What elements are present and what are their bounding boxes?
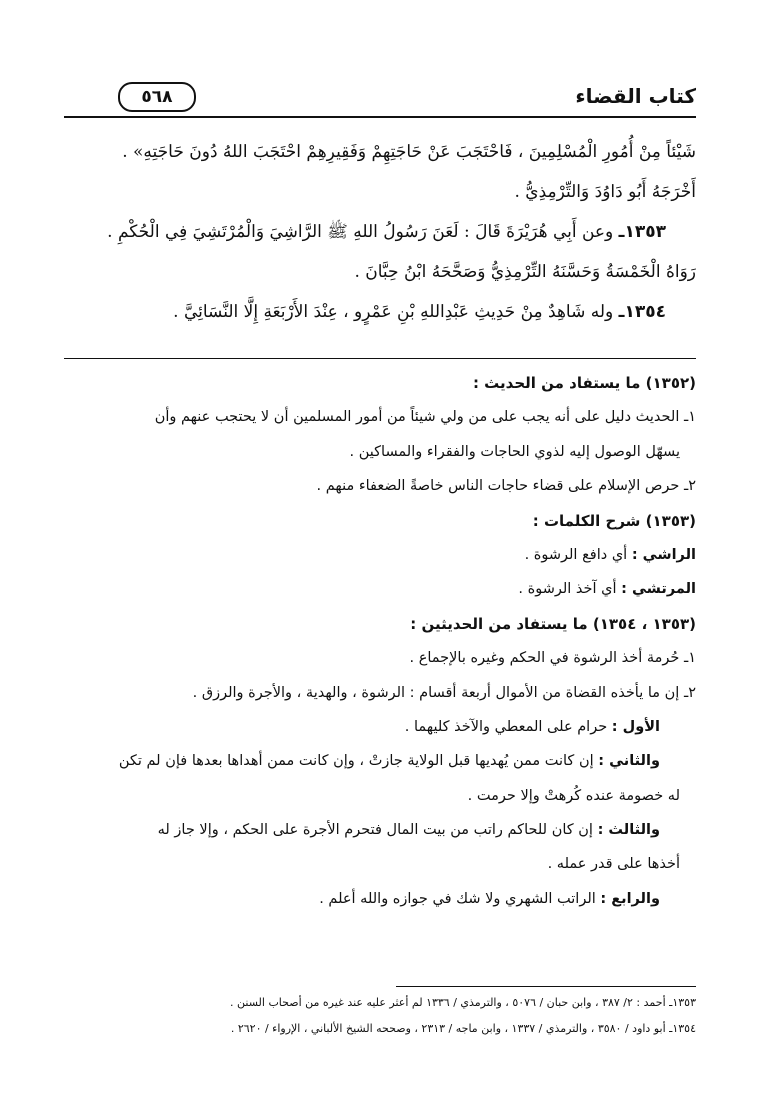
hadith-line — [64, 132, 696, 172]
hadith-line-text: شَيْئاً مِنْ أُمُورِ الْمُسْلِمِينَ ، فَاحْتَجَبَ عَنْ حَاجَتِهِمْ وَفَقِيرِهِمْ احْتَجَبَ اللهُ دُونَ حَاجَتِهِ» . — [122, 142, 696, 162]
page-header — [64, 82, 696, 114]
hadith-line — [64, 212, 696, 252]
hadith-line — [64, 292, 696, 332]
definition-line — [64, 572, 696, 606]
section-heading: (١٣٥٣) شرح الكلمات : — [532, 511, 696, 530]
sub-item-text: الراتب الشهري ولا شك في جوازه والله أعلم . — [319, 890, 601, 907]
footnotes — [64, 990, 696, 1042]
commentary-line: له خصومة عنده كُرهتْ وإلا حرمت . — [467, 787, 680, 804]
sub-item-line — [64, 744, 696, 778]
footnote-rule — [396, 986, 696, 987]
commentary-line: ٢ـ إن ما يأخذه القضاة من الأموال أربعة أقسام : الرشوة ، والهدية ، والأجرة والرزق . — [192, 684, 696, 701]
sub-item-text: إن كانت ممن يُهديها قبل الولاية جازتْ ، وإن كانت ممن أهداها بعدها فإن لم تكن — [118, 753, 599, 770]
footnote: ١٣٥٤ـ أبو داود / ٣٥٨٠ ، والترمذي / ١٣٣٧ ، وابن ماجه / ٢٣١٣ ، وصححه الشيخ الألباني ، الإرواء / ٢٦٢٠ . — [230, 1022, 696, 1035]
section-divider — [64, 358, 696, 359]
sub-item-label: والثاني : — [598, 753, 660, 770]
commentary-line: ١ـ حُرمة أخذ الرشوة في الحكم وغيره بالإجماع . — [409, 650, 696, 667]
definition-line — [64, 538, 696, 572]
sub-item-line — [64, 710, 696, 744]
hadith-number: ١٣٥٤ـ — [618, 302, 666, 322]
hadith-line-text: وعن أَبِي هُرَيْرَةَ قَالَ : لَعَنَ رَسُولُ اللهِ ﷺ الرَّاشِيَ وَالْمُرْتَشِيَ فِي الْحُكْمِ . — [107, 222, 614, 242]
definition-text: أي آخذ الرشوة . — [518, 581, 622, 598]
commentary-line: ٢ـ حرص الإسلام على قضاء حاجات الناس خاصةً الضعفاء منهم . — [316, 478, 696, 495]
header-rule — [64, 116, 696, 118]
footnote: ١٣٥٣ـ أحمد : ٢/ ٣٨٧ ، وابن حبان / ٥٠٧٦ ، والترمذي / ١٣٣٦ لم أعثر عليه عند غيره من أصحاب السنن . — [230, 996, 696, 1009]
hadith-text-block — [64, 132, 696, 332]
hadith-number: ١٣٥٣ـ — [618, 222, 666, 242]
sub-item-text: إن كان للحاكم راتب من بيت المال فتحرم الأجرة على الحكم ، وإلا جاز له — [157, 822, 598, 839]
section-heading: (١٣٥٢) ما يستفاد من الحديث : — [472, 374, 696, 392]
defined-term: الراشي : — [631, 546, 696, 563]
book-title: كتاب القضاء — [575, 84, 696, 108]
sub-item-line — [64, 882, 696, 916]
section-heading: (١٣٥٣ ، ١٣٥٤) ما يستفاد من الحديثين : — [410, 614, 696, 633]
commentary-line: ١ـ الحديث دليل على أنه يجب على من ولي شيئاً من أمور المسلمين أن لا يحتجب عنهم وأن — [154, 409, 696, 426]
hadith-line — [64, 172, 696, 212]
hadith-line-text: أَخْرَجَهُ أَبُو دَاوُدَ وَالتِّرْمِذِيُّ . — [514, 182, 696, 202]
hadith-line-text: وله شَاهِدٌ مِنْ حَدِيثِ عَبْدِاللهِ بْنِ عَمْرٍو ، عِنْدَ الأَرْبَعَةِ إِلَّا النَّسَائِيَّ . — [173, 302, 614, 322]
commentary-line: يسهّل الوصول إليه لذوي الحاجات والفقراء والمساكين . — [349, 443, 680, 460]
sub-item-label: والرابع : — [600, 890, 660, 907]
defined-term: المرتشي : — [621, 581, 696, 598]
sub-item-label: والثالث : — [597, 822, 660, 839]
commentary-block — [64, 366, 696, 916]
definition-text: أي دافع الرشوة . — [524, 546, 632, 563]
sub-item-line — [64, 813, 696, 847]
page-number: ٥٦٨ — [118, 82, 196, 112]
hadith-line-text: رَوَاهُ الْخَمْسَةُ وَحَسَّنَهُ التِّرْمِذِيُّ وَصَحَّحَهُ ابْنُ حِبَّانَ . — [354, 262, 696, 282]
sub-item-label: الأول : — [611, 718, 660, 735]
sub-item-text: حرام على المعطي والآخذ كليهما . — [404, 718, 612, 735]
commentary-line: أخذها على قدر عمله . — [547, 856, 680, 873]
hadith-line — [64, 252, 696, 292]
